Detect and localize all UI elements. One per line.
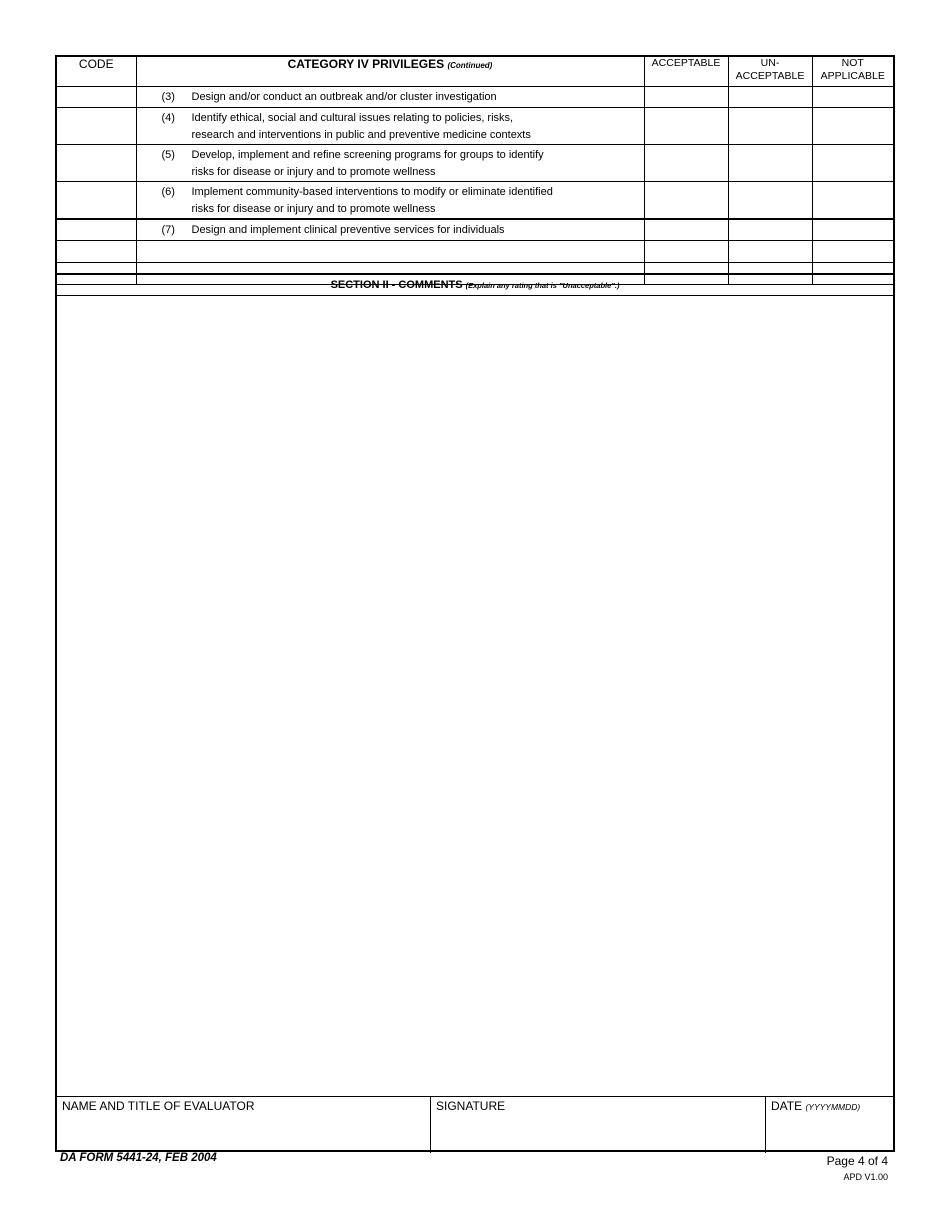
table-row	[57, 107, 893, 144]
evaluator-name-label: NAME AND TITLE OF EVALUATOR	[62, 1099, 255, 1113]
section-ii-header	[57, 273, 893, 296]
privileges-table	[57, 57, 893, 285]
acceptable-cell[interactable]	[644, 181, 728, 219]
not-applicable-cell[interactable]	[812, 144, 893, 181]
form-version: APD V1.00	[843, 1172, 888, 1182]
code-cell[interactable]	[57, 181, 136, 219]
code-cell[interactable]	[57, 107, 136, 144]
privilege-cell: (4) Identify ethical, social and cultural issues relating to policies, risks, research and interventions in public and preventive medicine contexts	[136, 107, 644, 144]
privilege-cell: (3) Design and/or conduct an outbreak and/or cluster investigation	[136, 86, 644, 107]
acceptable-cell[interactable]	[644, 107, 728, 144]
table-row	[57, 219, 893, 241]
unacceptable-cell[interactable]	[728, 219, 812, 241]
not-applicable-cell[interactable]	[812, 181, 893, 219]
table-header-row	[57, 57, 893, 86]
unacceptable-cell[interactable]	[728, 181, 812, 219]
code-column-header: CODE	[57, 57, 136, 86]
table-row	[57, 181, 893, 219]
table-row	[57, 241, 893, 263]
signature-field[interactable]	[431, 1097, 766, 1153]
unacceptable-cell[interactable]	[728, 144, 812, 181]
section-ii-note: (Explain any rating that is "Unacceptable".)	[465, 281, 620, 290]
privilege-cell: (5) Develop, implement and refine screening programs for groups to identify risks for disease or injury and to promote wellness	[136, 144, 644, 181]
code-cell[interactable]	[57, 219, 136, 241]
comments-field[interactable]	[57, 296, 893, 1096]
not-applicable-cell[interactable]	[812, 86, 893, 107]
section-ii-title: SECTION II - COMMENTS	[330, 279, 463, 291]
unacceptable-cell[interactable]	[728, 86, 812, 107]
date-field[interactable]	[766, 1097, 893, 1153]
not-applicable-cell[interactable]	[812, 219, 893, 241]
not-applicable-cell[interactable]	[812, 107, 893, 144]
code-cell[interactable]	[57, 241, 136, 263]
table-row	[57, 86, 893, 107]
code-cell[interactable]	[57, 86, 136, 107]
continued-note: (Continued)	[447, 61, 493, 70]
not-applicable-column-header: NOT APPLICABLE	[812, 57, 893, 86]
unacceptable-cell[interactable]	[728, 107, 812, 144]
acceptable-cell[interactable]	[644, 86, 728, 107]
privilege-cell: (7) Design and implement clinical preventive services for individuals	[136, 219, 644, 241]
category-column-header: CATEGORY IV PRIVILEGES (Continued)	[136, 57, 644, 86]
unacceptable-column-header: UN- ACCEPTABLE	[728, 57, 812, 86]
privilege-cell[interactable]	[136, 241, 644, 263]
signature-block	[57, 1096, 893, 1153]
evaluator-name-field[interactable]	[57, 1097, 431, 1153]
evaluation-form	[55, 55, 895, 1152]
date-format-hint: (YYYYMMDD)	[805, 1102, 861, 1112]
acceptable-cell[interactable]	[644, 241, 728, 263]
form-identifier: DA FORM 5441-24, FEB 2004	[60, 1152, 217, 1164]
table-row	[57, 144, 893, 181]
acceptable-cell[interactable]	[644, 219, 728, 241]
acceptable-cell[interactable]	[644, 144, 728, 181]
signature-label: SIGNATURE	[436, 1099, 506, 1113]
privilege-cell: (6) Implement community-based interventions to modify or eliminate identified risks for disease or injury and to promote wellness	[136, 181, 644, 219]
acceptable-column-header: ACCEPTABLE	[644, 57, 728, 86]
page-number: Page 4 of 4	[826, 1154, 888, 1168]
unacceptable-cell[interactable]	[728, 241, 812, 263]
code-cell[interactable]	[57, 144, 136, 181]
date-label: DATE	[771, 1099, 803, 1113]
not-applicable-cell[interactable]	[812, 241, 893, 263]
